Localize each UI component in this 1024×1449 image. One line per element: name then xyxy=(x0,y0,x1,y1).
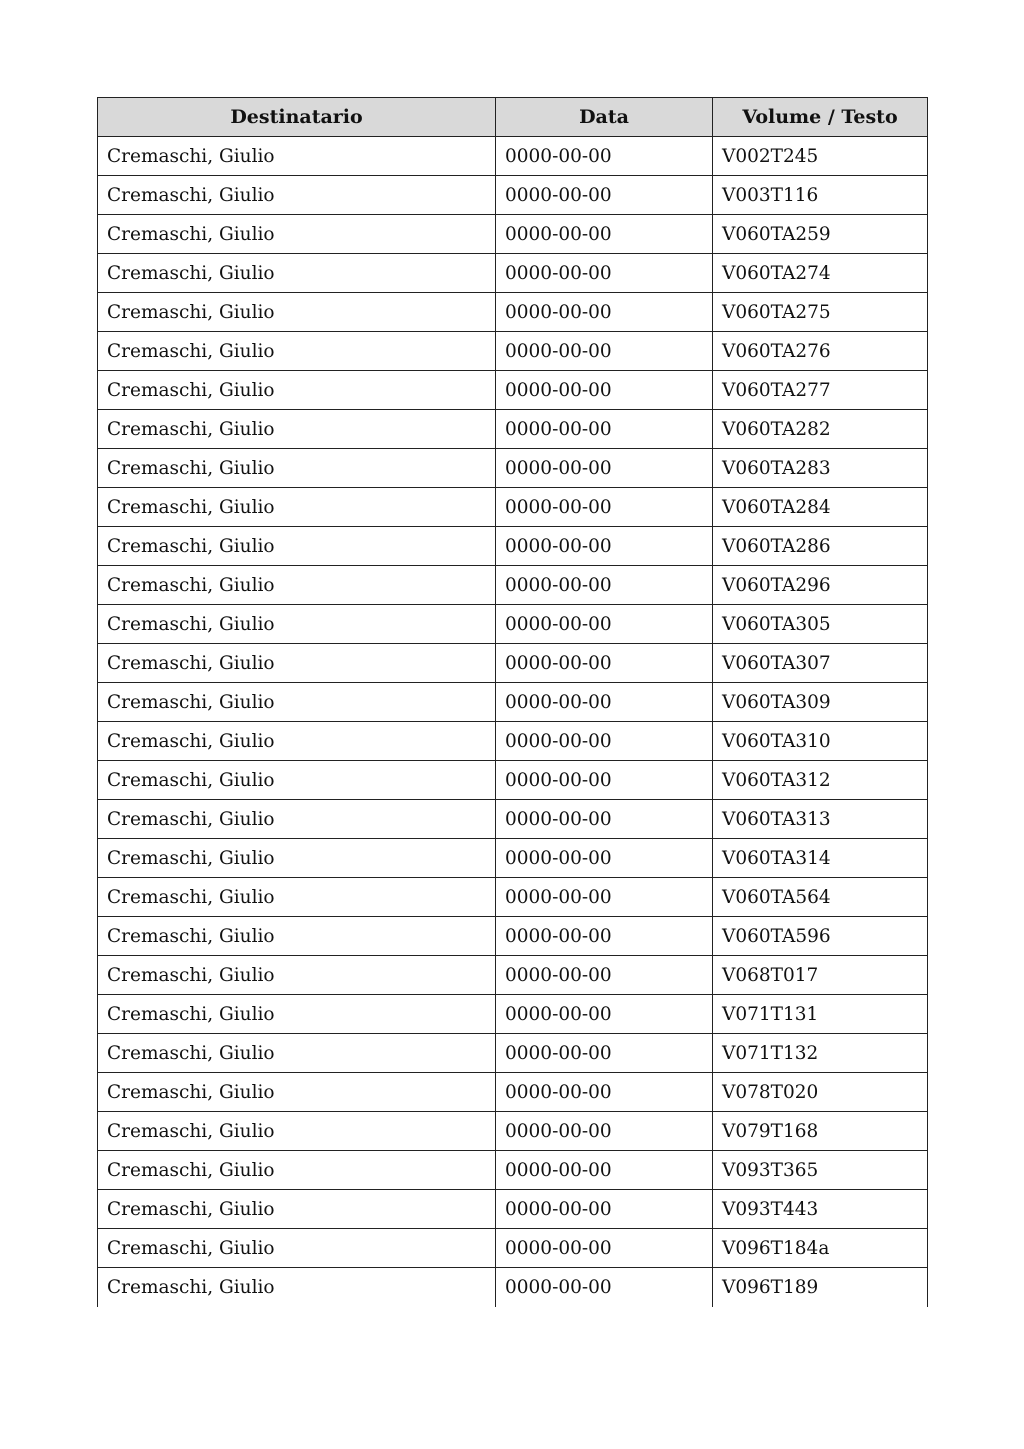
cell-destinatario: Cremaschi, Giulio xyxy=(98,1229,496,1268)
cell-data: 0000-00-00 xyxy=(496,1268,713,1307)
cell-volume-testo: V096T184a xyxy=(713,1229,928,1268)
cell-volume-testo: V060TA314 xyxy=(713,839,928,878)
cell-volume-testo: V060TA564 xyxy=(713,878,928,917)
table-row xyxy=(98,371,928,410)
table-row xyxy=(98,1229,928,1268)
table-row xyxy=(98,1151,928,1190)
cell-volume-testo: V071T132 xyxy=(713,1034,928,1073)
cell-volume-testo: V060TA259 xyxy=(713,215,928,254)
cell-data: 0000-00-00 xyxy=(496,722,713,761)
cell-destinatario: Cremaschi, Giulio xyxy=(98,137,496,176)
table-row xyxy=(98,683,928,722)
table-row xyxy=(98,527,928,566)
cell-data: 0000-00-00 xyxy=(496,839,713,878)
cell-volume-testo: V060TA310 xyxy=(713,722,928,761)
header-data: Data xyxy=(496,98,713,137)
cell-data: 0000-00-00 xyxy=(496,371,713,410)
cell-destinatario: Cremaschi, Giulio xyxy=(98,800,496,839)
cell-volume-testo: V060TA283 xyxy=(713,449,928,488)
cell-destinatario: Cremaschi, Giulio xyxy=(98,761,496,800)
cell-data: 0000-00-00 xyxy=(496,254,713,293)
cell-volume-testo: V079T168 xyxy=(713,1112,928,1151)
cell-data: 0000-00-00 xyxy=(496,332,713,371)
cell-destinatario: Cremaschi, Giulio xyxy=(98,254,496,293)
cell-destinatario: Cremaschi, Giulio xyxy=(98,1190,496,1229)
cell-destinatario: Cremaschi, Giulio xyxy=(98,917,496,956)
header-row xyxy=(98,98,928,137)
table-body xyxy=(98,137,928,1307)
cell-volume-testo: V060TA274 xyxy=(713,254,928,293)
cell-volume-testo: V060TA312 xyxy=(713,761,928,800)
table-row xyxy=(98,644,928,683)
cell-volume-testo: V060TA284 xyxy=(713,488,928,527)
cell-data: 0000-00-00 xyxy=(496,176,713,215)
table-row xyxy=(98,176,928,215)
cell-data: 0000-00-00 xyxy=(496,605,713,644)
cell-destinatario: Cremaschi, Giulio xyxy=(98,410,496,449)
cell-destinatario: Cremaschi, Giulio xyxy=(98,176,496,215)
header-destinatario: Destinatario xyxy=(98,98,496,137)
cell-data: 0000-00-00 xyxy=(496,293,713,332)
table-row xyxy=(98,254,928,293)
cell-data: 0000-00-00 xyxy=(496,995,713,1034)
cell-data: 0000-00-00 xyxy=(496,878,713,917)
cell-data: 0000-00-00 xyxy=(496,1073,713,1112)
table-row xyxy=(98,1268,928,1307)
cell-destinatario: Cremaschi, Giulio xyxy=(98,1112,496,1151)
cell-destinatario: Cremaschi, Giulio xyxy=(98,644,496,683)
cell-volume-testo: V003T116 xyxy=(713,176,928,215)
cell-data: 0000-00-00 xyxy=(496,1229,713,1268)
table-row xyxy=(98,332,928,371)
cell-destinatario: Cremaschi, Giulio xyxy=(98,1268,496,1307)
table-row xyxy=(98,722,928,761)
cell-data: 0000-00-00 xyxy=(496,800,713,839)
cell-data: 0000-00-00 xyxy=(496,1151,713,1190)
cell-data: 0000-00-00 xyxy=(496,1112,713,1151)
cell-volume-testo: V068T017 xyxy=(713,956,928,995)
cell-destinatario: Cremaschi, Giulio xyxy=(98,722,496,761)
cell-destinatario: Cremaschi, Giulio xyxy=(98,956,496,995)
cell-destinatario: Cremaschi, Giulio xyxy=(98,449,496,488)
cell-data: 0000-00-00 xyxy=(496,956,713,995)
table-row xyxy=(98,761,928,800)
cell-volume-testo: V060TA286 xyxy=(713,527,928,566)
table-row xyxy=(98,293,928,332)
table-row xyxy=(98,839,928,878)
table-row xyxy=(98,410,928,449)
cell-volume-testo: V071T131 xyxy=(713,995,928,1034)
cell-volume-testo: V060TA313 xyxy=(713,800,928,839)
cell-destinatario: Cremaschi, Giulio xyxy=(98,605,496,644)
cell-destinatario: Cremaschi, Giulio xyxy=(98,995,496,1034)
cell-volume-testo: V093T365 xyxy=(713,1151,928,1190)
table-row xyxy=(98,917,928,956)
cell-volume-testo: V060TA277 xyxy=(713,371,928,410)
table-row xyxy=(98,605,928,644)
cell-volume-testo: V060TA276 xyxy=(713,332,928,371)
cell-volume-testo: V078T020 xyxy=(713,1073,928,1112)
cell-data: 0000-00-00 xyxy=(496,917,713,956)
cell-volume-testo: V060TA305 xyxy=(713,605,928,644)
cell-destinatario: Cremaschi, Giulio xyxy=(98,1034,496,1073)
cell-destinatario: Cremaschi, Giulio xyxy=(98,839,496,878)
cell-data: 0000-00-00 xyxy=(496,761,713,800)
table-row xyxy=(98,137,928,176)
table-row xyxy=(98,1073,928,1112)
cell-data: 0000-00-00 xyxy=(496,527,713,566)
cell-volume-testo: V096T189 xyxy=(713,1268,928,1307)
header-volume-testo: Volume / Testo xyxy=(713,98,928,137)
cell-data: 0000-00-00 xyxy=(496,1034,713,1073)
cell-data: 0000-00-00 xyxy=(496,566,713,605)
cell-volume-testo: V060TA596 xyxy=(713,917,928,956)
cell-volume-testo: V060TA307 xyxy=(713,644,928,683)
cell-data: 0000-00-00 xyxy=(496,644,713,683)
letters-table xyxy=(97,97,928,1307)
table-row xyxy=(98,1190,928,1229)
cell-destinatario: Cremaschi, Giulio xyxy=(98,1073,496,1112)
cell-data: 0000-00-00 xyxy=(496,410,713,449)
cell-destinatario: Cremaschi, Giulio xyxy=(98,1151,496,1190)
cell-destinatario: Cremaschi, Giulio xyxy=(98,488,496,527)
cell-destinatario: Cremaschi, Giulio xyxy=(98,566,496,605)
cell-volume-testo: V093T443 xyxy=(713,1190,928,1229)
table-header xyxy=(98,98,928,137)
table-row xyxy=(98,488,928,527)
table-row xyxy=(98,878,928,917)
table-row xyxy=(98,1112,928,1151)
cell-volume-testo: V002T245 xyxy=(713,137,928,176)
cell-data: 0000-00-00 xyxy=(496,137,713,176)
cell-data: 0000-00-00 xyxy=(496,683,713,722)
cell-destinatario: Cremaschi, Giulio xyxy=(98,371,496,410)
cell-destinatario: Cremaschi, Giulio xyxy=(98,527,496,566)
cell-destinatario: Cremaschi, Giulio xyxy=(98,332,496,371)
cell-volume-testo: V060TA275 xyxy=(713,293,928,332)
cell-volume-testo: V060TA296 xyxy=(713,566,928,605)
cell-data: 0000-00-00 xyxy=(496,1190,713,1229)
table-row xyxy=(98,800,928,839)
table-row xyxy=(98,956,928,995)
cell-destinatario: Cremaschi, Giulio xyxy=(98,683,496,722)
table-row xyxy=(98,215,928,254)
table-row xyxy=(98,1034,928,1073)
cell-volume-testo: V060TA282 xyxy=(713,410,928,449)
cell-destinatario: Cremaschi, Giulio xyxy=(98,215,496,254)
cell-destinatario: Cremaschi, Giulio xyxy=(98,293,496,332)
table-row xyxy=(98,995,928,1034)
cell-data: 0000-00-00 xyxy=(496,488,713,527)
table-row xyxy=(98,449,928,488)
cell-data: 0000-00-00 xyxy=(496,449,713,488)
cell-destinatario: Cremaschi, Giulio xyxy=(98,878,496,917)
cell-volume-testo: V060TA309 xyxy=(713,683,928,722)
table-row xyxy=(98,566,928,605)
cell-data: 0000-00-00 xyxy=(496,215,713,254)
